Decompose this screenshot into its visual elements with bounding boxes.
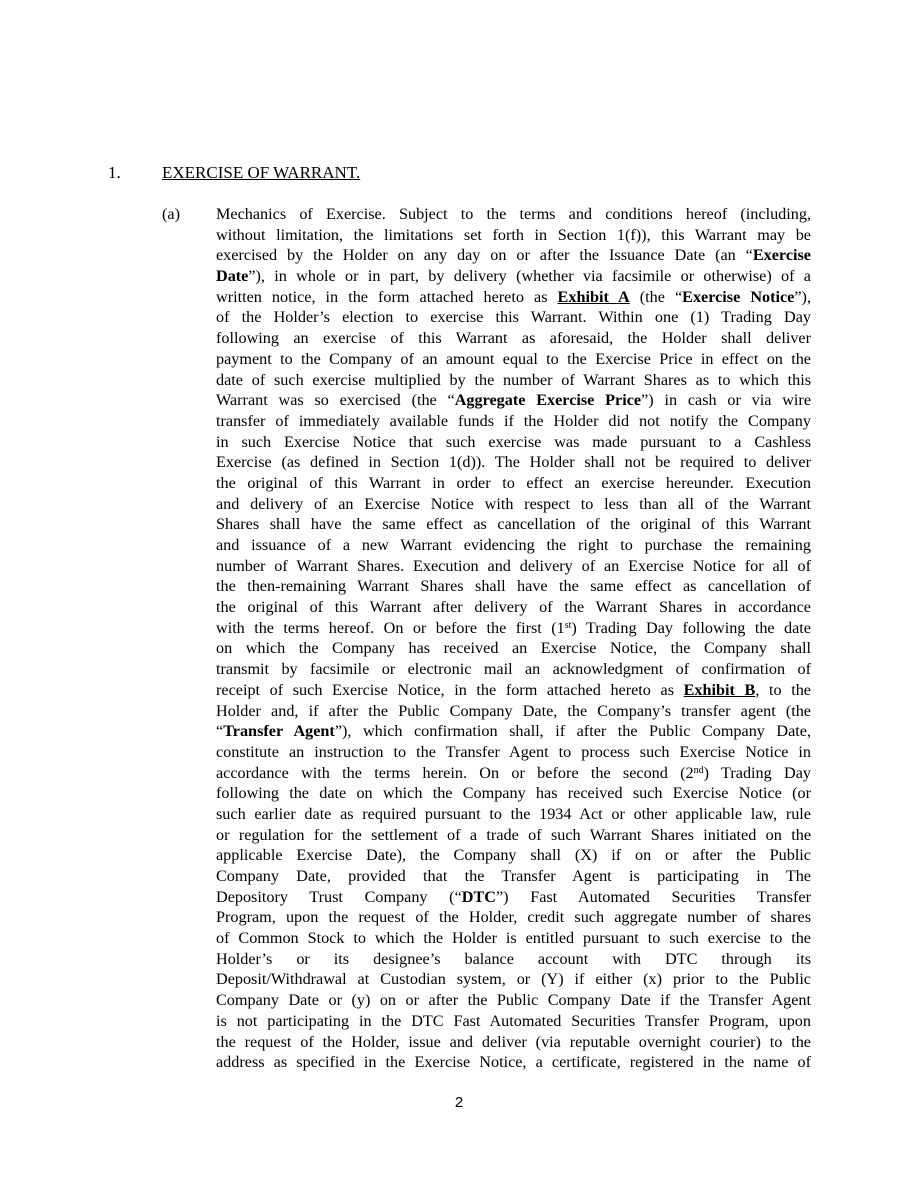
line-text: written notice, in the form attached hereto as bbox=[216, 287, 558, 306]
bold-term: Exercise bbox=[752, 246, 811, 265]
paragraph-line bbox=[216, 556, 811, 577]
paragraph-line bbox=[216, 783, 811, 804]
line-text: transmit by facsimile or electronic mail an acknowledgment of confirmation of bbox=[216, 660, 811, 679]
line-text: (the “ bbox=[629, 287, 683, 306]
line-text: Program, upon the request of the Holder, credit such aggregate number of shares bbox=[216, 908, 811, 927]
paragraph-line bbox=[216, 680, 811, 701]
paragraph-line bbox=[216, 969, 811, 990]
line-text: Deposit/Withdrawal at Custodian system, or (Y) if either (x) prior to the Public bbox=[216, 970, 811, 989]
line-text: in such Exercise Notice that such exercise was made pursuant to a Cashless bbox=[216, 432, 811, 451]
paragraph-line bbox=[216, 907, 811, 928]
bold-term: Date bbox=[216, 267, 249, 286]
line-text: with the terms hereof. On or before the first (1 bbox=[216, 618, 565, 637]
line-text: the request of the Holder, issue and deliver (via reputable overnight courier) to the bbox=[216, 1032, 811, 1051]
paragraph-line bbox=[216, 432, 811, 453]
paragraph-line bbox=[216, 390, 811, 411]
line-text: ”), in whole or in part, by delivery (whether via facsimile or otherwise) of a bbox=[248, 267, 811, 286]
paragraph-line bbox=[216, 804, 811, 825]
paragraph-line bbox=[216, 949, 811, 970]
line-text: Holder’s or its designee’s balance account with DTC through its bbox=[216, 949, 811, 968]
paragraph-line bbox=[216, 535, 811, 556]
line-text: is not participating in the DTC Fast Automated Securities Transfer Program, upon bbox=[216, 1011, 811, 1030]
paragraph-line bbox=[216, 659, 811, 680]
paragraph-line bbox=[216, 638, 811, 659]
line-text: such earlier date as required pursuant to the 1934 Act or other applicable law, rule bbox=[216, 804, 811, 823]
line-text: Warrant was so exercised (the “ bbox=[216, 391, 455, 410]
paragraph-line bbox=[216, 452, 811, 473]
line-text: without limitation, the limitations set forth in Section 1(f)), this Warrant may be bbox=[216, 225, 811, 244]
line-text: ) Trading Day following the date bbox=[571, 618, 811, 637]
line-text: constitute an instruction to the Transfer Agent to process such Exercise Notice in bbox=[216, 742, 811, 761]
paragraph-line bbox=[216, 742, 811, 763]
line-text: following the date on which the Company has received such Exercise Notice (or bbox=[216, 784, 811, 803]
paragraph-line bbox=[216, 411, 811, 432]
paragraph-line bbox=[216, 825, 811, 846]
line-text: ”) in cash or via wire bbox=[641, 391, 811, 410]
line-text: following an exercise of this Warrant as aforesaid, the Holder shall deliver bbox=[216, 329, 811, 348]
paragraph-line bbox=[216, 328, 811, 349]
bold-term: DTC bbox=[461, 887, 496, 906]
paragraph-line bbox=[216, 473, 811, 494]
paragraph-line bbox=[216, 721, 811, 742]
section-number: 1. bbox=[108, 163, 121, 182]
line-text: the then-remaining Warrant Shares shall have the same effect as cancellation of bbox=[216, 577, 811, 596]
bold-term: Aggregate Exercise Price bbox=[454, 391, 642, 410]
line-text: receipt of such Exercise Notice, in the form attached hereto as bbox=[216, 680, 684, 699]
line-text: Company Date, provided that the Transfer Agent is participating in The bbox=[216, 867, 811, 885]
paragraph-line bbox=[216, 1052, 811, 1073]
paragraph-line bbox=[216, 349, 811, 370]
paragraph-label: (a) bbox=[162, 205, 180, 223]
line-text: , to the bbox=[755, 680, 811, 699]
line-text: date of such exercise multiplied by the number of Warrant Shares as to which this bbox=[216, 370, 811, 389]
line-text: ) Trading Day bbox=[703, 763, 812, 782]
line-text: the original of this Warrant in order to effect an exercise hereunder. Execution bbox=[216, 473, 811, 492]
paragraph-line bbox=[216, 1032, 811, 1053]
section-heading bbox=[0, 162, 918, 184]
line-text: or regulation for the settlement of a trade of such Warrant Shares initiated on the bbox=[216, 825, 811, 844]
paragraph-line bbox=[216, 763, 811, 784]
line-text: transfer of immediately available funds if the Holder did not notify the Company bbox=[216, 411, 811, 430]
line-text: ”), bbox=[794, 287, 811, 306]
paragraph-line bbox=[216, 845, 811, 866]
paragraph-line bbox=[216, 245, 811, 266]
line-text: Mechanics of Exercise. Subject to the terms and conditions hereof (including, bbox=[216, 205, 811, 223]
line-text: and issuance of a new Warrant evidencing the right to purchase the remaining bbox=[216, 536, 811, 554]
paragraph-line bbox=[216, 866, 811, 887]
line-text: Exercise (as defined in Section 1(d)). The Holder shall not be required to deliver bbox=[216, 453, 811, 472]
exhibit-reference: Exhibit B bbox=[683, 680, 756, 699]
line-text: exercised by the Holder on any day on or after the Issuance Date (an “ bbox=[216, 246, 753, 265]
line-text: of the Holder’s election to exercise this Warrant. Within one (1) Trading Day bbox=[216, 308, 811, 327]
paragraph-line bbox=[216, 887, 811, 908]
bold-term: Exercise Notice bbox=[682, 287, 795, 306]
bold-term: Transfer Agent bbox=[223, 722, 335, 741]
paragraph-line bbox=[216, 204, 811, 225]
ordinal-suffix: nd bbox=[693, 764, 704, 776]
line-text: ”), which confirmation shall, if after the Public Company Date, bbox=[334, 722, 811, 741]
line-text: Depository Trust Company (“ bbox=[216, 887, 462, 906]
line-text: and delivery of an Exercise Notice with respect to less than all of the Warrant bbox=[216, 494, 811, 513]
paragraph-line bbox=[216, 701, 811, 722]
line-text: number of Warrant Shares. Execution and delivery of an Exercise Notice for all of bbox=[216, 556, 811, 575]
paragraph-line bbox=[216, 597, 811, 618]
page-number: 2 bbox=[454, 1094, 464, 1111]
paragraph-line bbox=[216, 1011, 811, 1032]
paragraph-line bbox=[216, 287, 811, 308]
paragraph-line bbox=[216, 266, 811, 287]
line-text: Shares shall have the same effect as cancellation of the original of this Warrant bbox=[216, 515, 811, 534]
paragraph-line bbox=[216, 225, 811, 246]
paragraph-line bbox=[216, 928, 811, 949]
line-text: Holder and, if after the Public Company Date, the Company’s transfer agent (the bbox=[216, 701, 811, 720]
ordinal-suffix: st bbox=[564, 619, 572, 631]
line-text: applicable Exercise Date), the Company shall (X) if on or after the Public bbox=[216, 846, 811, 865]
paragraph-line bbox=[216, 307, 811, 328]
paragraph-body bbox=[216, 204, 811, 1073]
line-text: of Common Stock to which the Holder is entitled pursuant to such exercise to the bbox=[216, 929, 811, 948]
line-text: ”) Fast Automated Securities Transfer bbox=[495, 887, 812, 906]
section-title: EXERCISE OF WARRANT. bbox=[162, 163, 361, 182]
line-text: on which the Company has received an Exercise Notice, the Company shall bbox=[216, 639, 811, 658]
line-text: Company Date or (y) on or after the Public Company Date if the Transfer Agent bbox=[216, 991, 811, 1010]
line-text: “ bbox=[216, 722, 224, 741]
paragraph-line bbox=[216, 618, 811, 639]
line-text: address as specified in the Exercise Notice, a certificate, registered in the name of bbox=[216, 1053, 811, 1072]
paragraph-line bbox=[216, 990, 811, 1011]
paragraph-line bbox=[216, 494, 811, 515]
paragraph-line bbox=[216, 370, 811, 391]
paragraph-line bbox=[216, 576, 811, 597]
line-text: accordance with the terms herein. On or before the second (2 bbox=[216, 763, 694, 782]
line-text: the original of this Warrant after delivery of the Warrant Shares in accordance bbox=[216, 598, 811, 617]
paragraph-line bbox=[216, 514, 811, 535]
exhibit-reference: Exhibit A bbox=[557, 287, 630, 306]
line-text: payment to the Company of an amount equal to the Exercise Price in effect on the bbox=[216, 349, 811, 368]
